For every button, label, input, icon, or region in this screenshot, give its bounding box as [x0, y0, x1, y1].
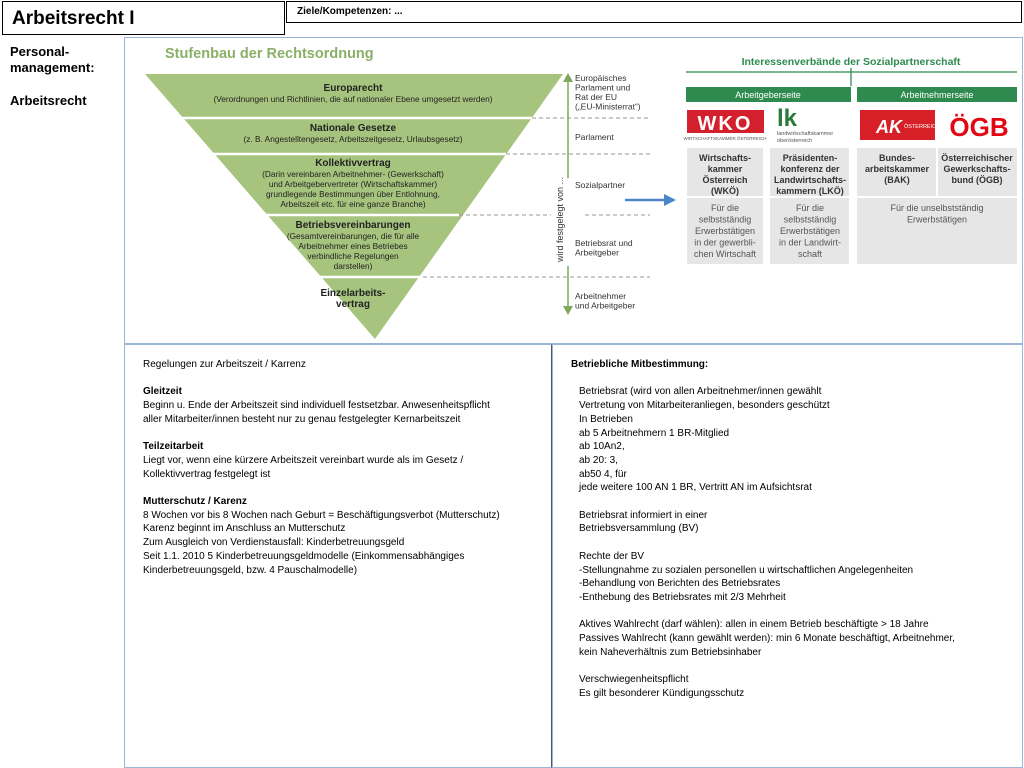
- arrow-up-icon: [563, 73, 573, 82]
- betriebsrat-line: ab 10An2,: [579, 441, 625, 453]
- lk-logo-sub: landwirtschaftskammer: [777, 131, 834, 137]
- blue-arrow-icon: [620, 190, 680, 210]
- arrow-label: wird festgelegt von ...: [555, 176, 565, 262]
- verschwiegenheit-line: Es gilt besonderer Kündigungsschutz: [579, 687, 745, 699]
- sidebar-line-2: management:: [10, 60, 95, 75]
- wahlrecht-line: Aktives Wahlrecht (darf wählen): allen in einem Betrieb beschäftigte > 18 Jahre: [579, 619, 929, 631]
- law-maker-label: Rat der EU: [575, 92, 618, 102]
- law-maker-label: Arbeitgeber: [575, 247, 619, 258]
- mutterschutz-line: Seit 1.1. 2010 5 Kinderbetreuungsgeldmodelle (Einkommensabhängiges: [143, 550, 465, 562]
- org-target: in der Landwirt-: [778, 237, 842, 248]
- mutterschutz-line: Zum Ausgleich von Verdienstausfall: Kinderbetreuungsgeld: [143, 537, 405, 549]
- org-target: Erwerbstätigen: [906, 214, 968, 225]
- pyramid-level-title: Einzelarbeits-: [320, 288, 386, 299]
- working-time-section: [143, 358, 543, 577]
- org-target: schaft: [797, 249, 823, 259]
- pyramid-level-title: Kollektivvertrag: [315, 158, 391, 169]
- verschwiegenheit-line: Verschwiegenheitspflicht: [579, 674, 689, 686]
- employer-label: Arbeitgeberseite: [735, 90, 801, 100]
- ak-logo-sub: ÖSTERREICH: [904, 124, 941, 130]
- rechte-line: -Behandlung von Berichten des Betriebsrates: [579, 578, 781, 590]
- ak-logo: [860, 110, 940, 140]
- org-name: Österreich: [702, 175, 748, 185]
- working-time-heading: Regelungen zur Arbeitszeit / Karrenz: [143, 359, 306, 370]
- title-box: [2, 1, 285, 35]
- sidebar-topic: [10, 44, 120, 76]
- pyramid-level-desc: verbindliche Regelungen: [307, 251, 399, 261]
- partners-diagram: [680, 46, 1022, 268]
- org-target: Erwerbstätigen: [779, 226, 841, 236]
- org-name: arbeitskammer: [864, 164, 930, 174]
- law-maker-label: Sozialpartner: [575, 180, 626, 190]
- mutterschutz-title: Mutterschutz / Karenz: [143, 495, 247, 507]
- org-target: Für die: [710, 203, 740, 213]
- org-name: kammern (LKÖ): [776, 186, 844, 196]
- wahlrecht-line: kein Naheverhältnis zum Betriebsinhaber: [579, 646, 762, 658]
- pyramid-level-desc: und Arbeitgebervertreter (Wirtschaftskammer): [268, 179, 438, 189]
- betriebsrat-line: ab50 4, für: [579, 468, 627, 480]
- wko-logo-text: WKO: [697, 113, 753, 135]
- lk-logo-sub: oberösterreich: [777, 138, 813, 144]
- org-name: (WKÖ): [711, 186, 739, 196]
- org-name: Wirtschafts-: [699, 153, 751, 163]
- mutterschutz-line: Kinderbetreuungsgeld, bzw. 4 Pauschalmodelle): [143, 564, 358, 576]
- page-title: Arbeitsrecht I: [12, 8, 135, 29]
- pyramid-level-desc: (Darin vereinbaren Arbeitnehmer- (Gewerkschaft): [262, 169, 444, 179]
- goals-label: Ziele/Kompetenzen: ...: [297, 6, 403, 17]
- org-target: Erwerbstätigen: [694, 226, 756, 236]
- org-name: kammer: [707, 164, 743, 174]
- betriebsrat-line: Betriebsrat (wird von allen Arbeitnehmer/innen gewählt: [579, 386, 822, 398]
- ak-logo-text: AK: [876, 117, 902, 137]
- law-maker-label: Betriebsrat und: [575, 238, 633, 248]
- employee-label: Arbeitnehmerseite: [900, 90, 974, 100]
- org-name: Präsidenten-: [782, 153, 838, 163]
- org-name: Österreichischer: [941, 153, 1013, 163]
- teilzeit-line: Kollektivvertrag festgelegt ist: [143, 468, 271, 480]
- pyramid-diagram: [125, 38, 665, 340]
- wahlrecht-line: Passives Wahlrecht (kann gewählt werden): min 6 Monate beschäftigt, Arbeitnehmer,: [579, 633, 955, 644]
- goals-box: [286, 1, 1022, 23]
- org-target: selbstständig: [783, 214, 837, 225]
- org-target: selbstständig: [698, 214, 752, 225]
- betriebsrat-line: ab 20: 3,: [579, 454, 618, 466]
- lk-logo-text: lk: [777, 105, 798, 132]
- mutterschutz-line: Karenz beginnt im Anschluss an Mutterschutz: [143, 523, 346, 535]
- pyramid-level-desc: Arbeitszeit etc. für eine ganze Branche): [280, 199, 426, 209]
- org-name: konferenz der: [780, 164, 840, 174]
- rechte-line: -Stellungnahme zu sozialen personellen u wirtschaftlichen Angelegenheiten: [579, 564, 914, 576]
- informiert-line: Betriebsversammlung (BV): [579, 523, 699, 535]
- law-maker-label: Europäisches: [575, 73, 627, 83]
- teilzeit-line: Liegt vor, wenn eine kürzere Arbeitszeit vereinbart wurde als im Gesetz /: [143, 454, 464, 466]
- pyramid-level-desc: Arbeitnehmer eines Betriebes: [298, 241, 408, 251]
- codetermination-section: [571, 358, 1011, 701]
- pyramid-heading: Stufenbau der Rechtsordnung: [165, 46, 374, 62]
- teilzeit-title: Teilzeitarbeit: [143, 441, 204, 453]
- betriebsrat-line: jede weitere 100 AN 1 BR, Vertritt AN im Aufsichtsrat: [579, 482, 812, 494]
- org-name: Landwirtschafts-: [773, 175, 847, 185]
- law-maker-label: Parlament und: [575, 82, 631, 93]
- arrow-down-icon: [563, 306, 573, 315]
- betriebsrat-line: In Betrieben: [579, 413, 633, 425]
- mutterschutz-line: 8 Wochen vor bis 8 Wochen nach Geburt = Beschäftigungsverbot (Mutterschutz): [143, 509, 500, 521]
- rechte-line: -Enthebung des Betriebsrates mit 2/3 Mehrheit: [579, 591, 786, 603]
- pyramid-level-title: vertrag: [336, 299, 370, 310]
- codetermination-heading: Betriebliche Mitbestimmung:: [571, 359, 709, 370]
- org-name: Bundes-: [879, 153, 915, 163]
- pyramid-level-desc: (Gesamtvereinbarungen, die für alle: [286, 231, 420, 241]
- org-name: Gewerkschafts-: [943, 164, 1011, 174]
- org-name: (BAK): [884, 175, 910, 185]
- org-target: in der gewerbli-: [694, 237, 756, 248]
- lk-logo: [777, 105, 833, 144]
- pyramid-level-desc: (z. B. Angestelltengesetz, Arbeitszeitgesetz, Urlaubsgesetz): [243, 134, 463, 144]
- org-target: chen Wirtschaft: [693, 249, 757, 259]
- gleitzeit-title: Gleitzeit: [143, 386, 182, 398]
- org-name: bund (ÖGB): [951, 175, 1003, 185]
- rechte-line: Rechte der BV: [579, 550, 645, 562]
- wko-logo: [684, 110, 767, 141]
- pyramid-level-title: Nationale Gesetze: [309, 123, 397, 134]
- law-maker-label: Arbeitnehmer: [575, 291, 627, 301]
- pyramid-level-desc: darstellen): [333, 261, 373, 271]
- wko-logo-sub: WIRTSCHAFTSKAMMER ÖSTERREICH: [683, 136, 767, 141]
- pyramid-level-title: Betriebsvereinbarungen: [295, 220, 411, 231]
- law-maker-label: Parlament: [575, 132, 614, 142]
- betriebsrat-line: ab 5 Arbeitnehmern 1 BR-Mitglied: [579, 427, 730, 439]
- pyramid-level-desc: (Verordnungen und Richtlinien, die auf nationaler Ebene umgesetzt werden): [213, 94, 493, 104]
- informiert-line: Betriebsrat informiert in einer: [579, 509, 708, 521]
- partners-heading: Interessenverbände der Sozialpartnerschaft: [741, 56, 961, 68]
- law-maker-label: und Arbeitgeber: [575, 300, 636, 311]
- law-maker-label: („EU-Ministerrat“): [575, 101, 641, 112]
- gleitzeit-line: Beginn u. Ende der Arbeitszeit sind individuell festsetzbar. Anwesenheitspflicht: [143, 400, 490, 412]
- sidebar-subtopic: Arbeitsrecht: [10, 93, 87, 108]
- betriebsrat-line: Vertretung von Mitarbeiteranliegen, besonders geschützt: [579, 400, 830, 412]
- org-target: Für die: [795, 203, 825, 213]
- ogb-logo: ÖGB: [949, 112, 1009, 142]
- gleitzeit-line: aller Mitarbeiter/innen besteht nur zu genau festgelegter Kernarbeitszeit: [143, 413, 461, 425]
- sidebar-line-1: Personal-: [10, 44, 70, 59]
- org-target: Für die unselbstständig: [890, 203, 984, 213]
- pyramid-level-desc: grundlegende Bestimmungen über Entlohnung,: [266, 189, 440, 199]
- pyramid-level-title: Europarecht: [323, 83, 383, 94]
